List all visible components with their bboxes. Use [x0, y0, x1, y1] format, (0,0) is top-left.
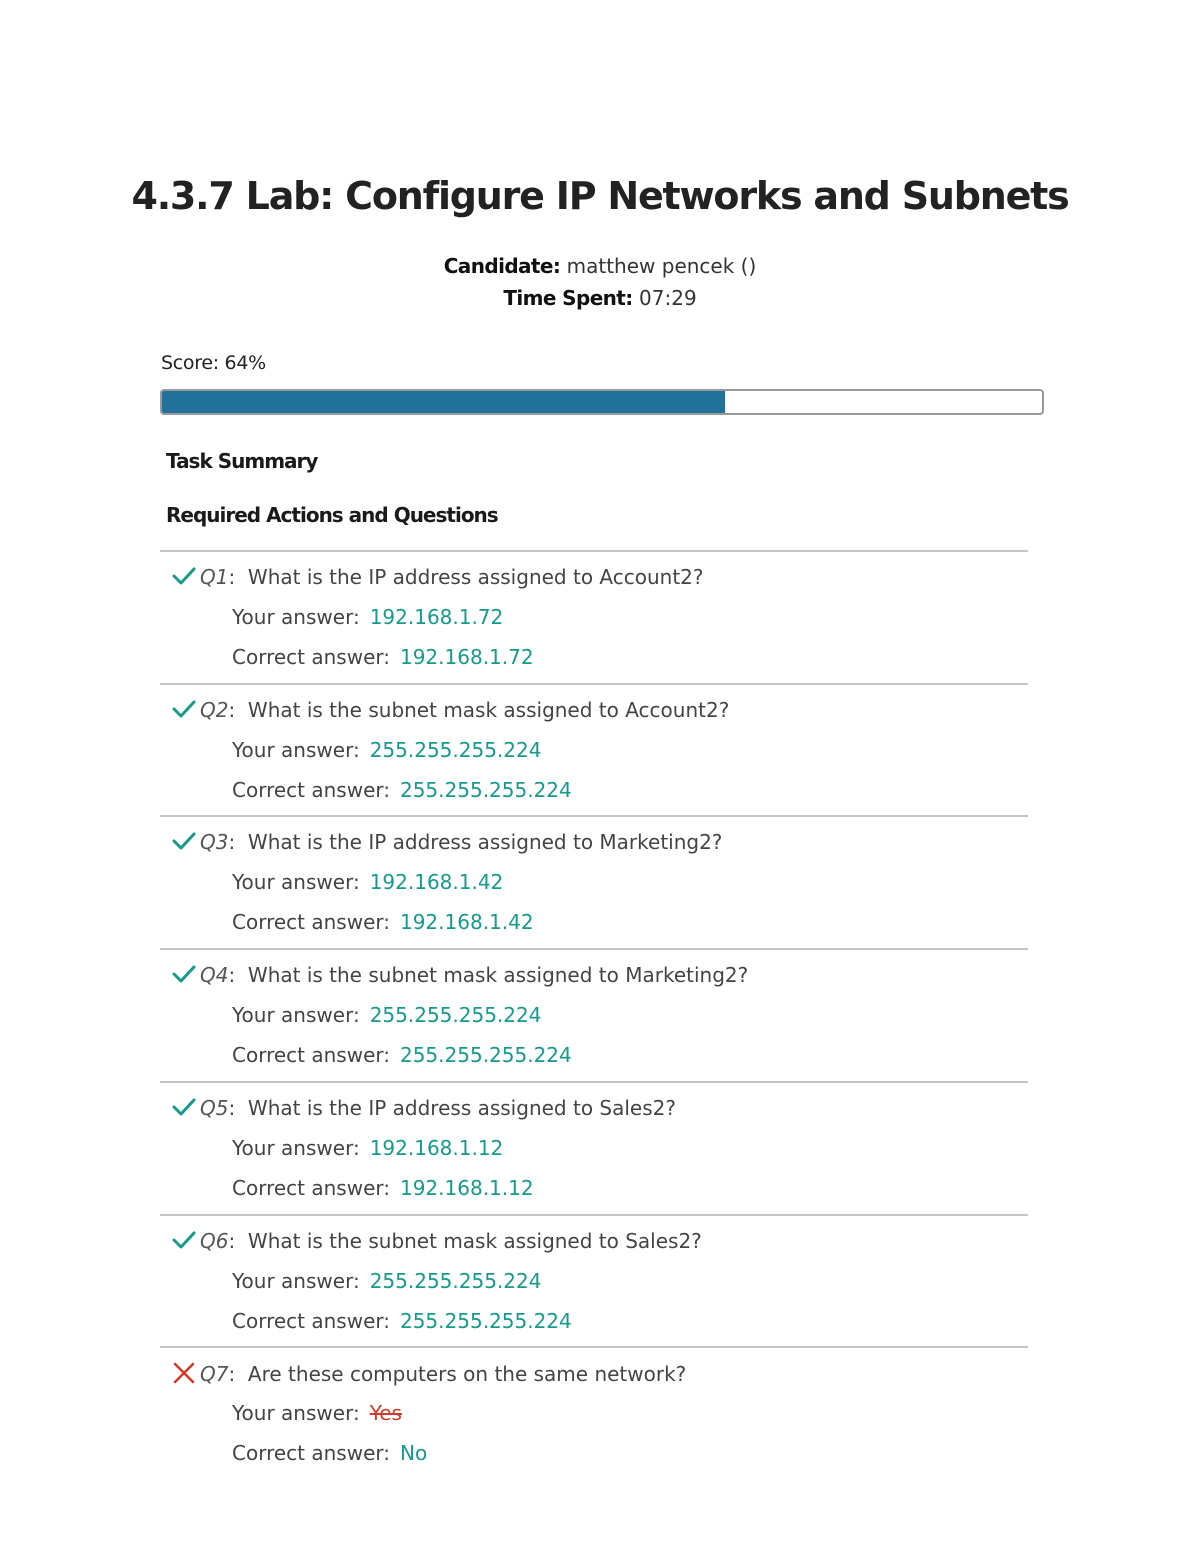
your-answer-line: [232, 1136, 503, 1160]
question-text: What is the subnet mask assigned to Marketing2?: [247, 963, 749, 987]
question-colon: :: [228, 830, 248, 854]
question-colon: :: [228, 1096, 248, 1120]
question-divider: [160, 948, 1028, 950]
your-answer-line: [232, 738, 541, 762]
question-colon: :: [228, 565, 248, 589]
candidate-value: matthew pencek (): [566, 254, 757, 278]
correct-answer-label: Correct answer:: [232, 645, 390, 669]
correct-answer-value: 192.168.1.72: [399, 645, 534, 669]
correct-answer-value: 255.255.255.224: [399, 778, 572, 802]
question-divider: [160, 550, 1028, 552]
candidate-line: [0, 254, 1200, 278]
correct-answer-label: Correct answer:: [232, 1176, 390, 1200]
question-6: [172, 1229, 702, 1255]
question-3: [172, 830, 722, 856]
correct-answer-line: [232, 778, 572, 802]
your-answer-label: Your answer:: [232, 870, 360, 894]
your-answer-label: Your answer:: [232, 1136, 360, 1160]
time-spent-label: Time Spent:: [503, 286, 633, 310]
correct-answer-line: [232, 645, 534, 669]
question-number: Q4: [200, 963, 229, 987]
check-icon: [172, 699, 200, 724]
question-number: Q6: [200, 1229, 229, 1253]
question-5: [172, 1096, 676, 1122]
your-answer-label: Your answer:: [232, 1269, 360, 1293]
correct-answer-label: Correct answer:: [232, 1309, 390, 1333]
correct-answer-line: [232, 1043, 572, 1067]
question-number: Q2: [200, 698, 229, 722]
question-colon: :: [228, 698, 248, 722]
question-text: What is the IP address assigned to Marketing2?: [247, 830, 723, 854]
your-answer-line: [232, 1269, 541, 1293]
your-answer-label: Your answer:: [232, 605, 360, 629]
correct-answer-line: [232, 1441, 427, 1465]
correct-answer-label: Correct answer:: [232, 1043, 390, 1067]
check-icon: [172, 1097, 200, 1122]
your-answer-value: Yes: [369, 1401, 402, 1425]
time-spent-value: 07:29: [639, 286, 697, 310]
correct-answer-value: 192.168.1.12: [399, 1176, 534, 1200]
question-colon: :: [228, 963, 248, 987]
check-icon: [172, 1230, 200, 1255]
score-progress-bar: [160, 389, 1044, 415]
question-divider: [160, 683, 1028, 685]
question-text: Are these computers on the same network?: [247, 1362, 687, 1386]
question-text: What is the IP address assigned to Sales2?: [247, 1096, 676, 1120]
required-actions-heading: Required Actions and Questions: [166, 503, 498, 527]
question-divider: [160, 1346, 1028, 1348]
score-label: Score: 64%: [161, 352, 266, 374]
task-summary-heading: Task Summary: [166, 449, 318, 473]
time-spent-line: [0, 286, 1200, 310]
question-number: Q5: [200, 1096, 229, 1120]
correct-answer-value: 255.255.255.224: [399, 1043, 572, 1067]
correct-answer-line: [232, 910, 534, 934]
correct-answer-value: No: [399, 1441, 428, 1465]
correct-answer-label: Correct answer:: [232, 1441, 390, 1465]
your-answer-value: 255.255.255.224: [369, 1003, 542, 1027]
question-4: [172, 963, 748, 989]
question-divider: [160, 1214, 1028, 1216]
correct-answer-line: [232, 1309, 572, 1333]
correct-answer-value: 192.168.1.42: [399, 910, 534, 934]
your-answer-value: 255.255.255.224: [369, 1269, 542, 1293]
question-colon: :: [228, 1362, 248, 1386]
correct-answer-line: [232, 1176, 534, 1200]
your-answer-value: 255.255.255.224: [369, 738, 542, 762]
question-text: What is the IP address assigned to Account2?: [247, 565, 704, 589]
question-1: [172, 565, 704, 591]
your-answer-line: [232, 870, 503, 894]
your-answer-value: 192.168.1.72: [369, 605, 504, 629]
your-answer-line: [232, 1401, 402, 1425]
question-colon: :: [228, 1229, 248, 1253]
your-answer-label: Your answer:: [232, 738, 360, 762]
question-number: Q3: [200, 830, 229, 854]
question-divider: [160, 815, 1028, 817]
correct-answer-label: Correct answer:: [232, 910, 390, 934]
your-answer-line: [232, 605, 503, 629]
question-text: What is the subnet mask assigned to Account2?: [247, 698, 730, 722]
question-2: [172, 698, 729, 724]
check-icon: [172, 831, 200, 856]
question-7: [172, 1361, 686, 1390]
your-answer-line: [232, 1003, 541, 1027]
check-icon: [172, 566, 200, 591]
question-text: What is the subnet mask assigned to Sales2?: [247, 1229, 702, 1253]
cross-icon: [172, 1361, 200, 1390]
check-icon: [172, 964, 200, 989]
correct-answer-label: Correct answer:: [232, 778, 390, 802]
your-answer-label: Your answer:: [232, 1401, 360, 1425]
question-divider: [160, 1081, 1028, 1083]
your-answer-label: Your answer:: [232, 1003, 360, 1027]
score-progress-fill: [162, 391, 725, 413]
your-answer-value: 192.168.1.12: [369, 1136, 504, 1160]
question-number: Q7: [200, 1362, 229, 1386]
your-answer-value: 192.168.1.42: [369, 870, 504, 894]
question-number: Q1: [200, 565, 229, 589]
page-title: 4.3.7 Lab: Configure IP Networks and Subnets: [131, 174, 1069, 218]
candidate-label: Candidate:: [443, 254, 561, 278]
correct-answer-value: 255.255.255.224: [399, 1309, 572, 1333]
